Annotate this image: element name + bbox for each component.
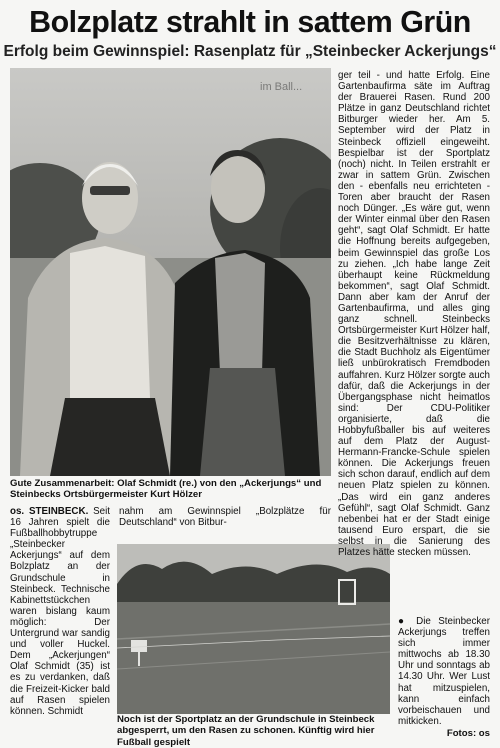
photo-portrait	[10, 68, 331, 476]
article-column-3	[338, 70, 490, 558]
photo-portrait-caption: Gute Zusammenarbeit: Olaf Schmidt (re.) von den „Ackerjungs“ und Steinbecks Ortsbürgermeister Kurt Hölzer	[10, 478, 322, 501]
subheadline: Erfolg beim Gewinnspiel: Rasenplatz für „Steinbecker Ackerjungs“	[3, 43, 497, 60]
dateline: os. STEINBECK.	[10, 506, 89, 517]
headline: Bolzplatz strahlt in sattem Grün	[29, 4, 471, 39]
photo-field-caption: Noch ist der Sportplatz an der Grundschule in Steinbeck abgesperrt, um den Rasen zu schonen. Künftig wird hier Fußball gespielt	[117, 714, 375, 748]
note-block	[398, 616, 490, 727]
photo-credit: Fotos: os	[446, 728, 490, 739]
photo-sports-field	[117, 544, 390, 714]
svg-text:im Ball...: im Ball...	[260, 81, 303, 93]
article-text-3: ger teil - und hatte Erfolg. Eine Gartenbaufirma säte im Auftrag der Brauerei Rasen. Rund 200 Plätze in ganz Deutschland richtet Bitburger wieder her. Am 5. September wird der Platz in Steinbeck offiziell eingeweiht. Bespielbar ist der Sportplatz (noch) nicht. In Teilen erstrahlt er zwar in sattem Grün. Zwischen den - ebenfalls neu errichteten - Toren aber braucht der Rasen noch Dünger. „Es wäre gut, wenn der Winter einmal über den Rasen geht“, sagt Olaf Schmidt. Er hatte die Hoffnung bereits aufgegeben, beim Gewinnspiel das große Los zu ziehen. „Ich habe lange Zeit überhaupt keine Rückmeldung bekommen“, sagt Olaf Schmidt. Dann aber kam der Anruf der Gartenbaufirma, und alles ging ganz schnell. Steinbecks Ortsbürgermeister Kurt Hölzer half, die Besitzverhältnisse zu klären, die Stadt Buchholz als Eigentümer ließ unbürokratisch Fremdboden auffahren. Kurz Hölzer sorgte auch dafür, daß die Ackerjungs in der Übergangsphase nicht heimatlos sind: Der CDU-Politiker organisierte, daß die Hobbyfußballer bis auf weiteres auf dem Platz der August-Hermann-Francke-Schule spielen können. Die Ackerjungs freuen sich schon darauf, endlich auf dem neuen Platz spielen zu können. „Das wird ein ganz anderes Gefühl“, sagt Olaf Schmidt. Ganz nebenbei hat er der Stadt einige tausend Euro erspart, die sie selbst in die Sanierung des Platzes hätte stecken müssen.	[338, 70, 490, 559]
article-column-2: nahm am Gewinnspiel „Bolzplätze für Deutschland“ von Bitbur-	[119, 506, 331, 529]
article-text-1: Seit 16 Jahren spielt die Fußballhobbytruppe „Steinbecker Ackerjungs“ auf dem Bolzplatz an der Grundschule in Steinbeck. Technische Kabinettstückchen waren bislang kaum möglich: Der Untergrund war sandig und voller Huckel. Dem „Ackerjungen“ Olaf Schmidt (35) ist es zu verdanken, daß die Freizeit-Kicker bald auf Rasen spielen können. Schmidt	[10, 506, 110, 717]
note-text: Die Steinbecker Ackerjungs treffen sich immer mittwochs ab 18.30 Uhr und sonntags ab 14.30 Uhr. Wer Lust hat mitzuspielen, kann einfach vorbeischauen und mitkicken.	[398, 616, 490, 727]
black-dot-icon: ●	[398, 616, 409, 627]
article-column-1	[10, 506, 110, 717]
